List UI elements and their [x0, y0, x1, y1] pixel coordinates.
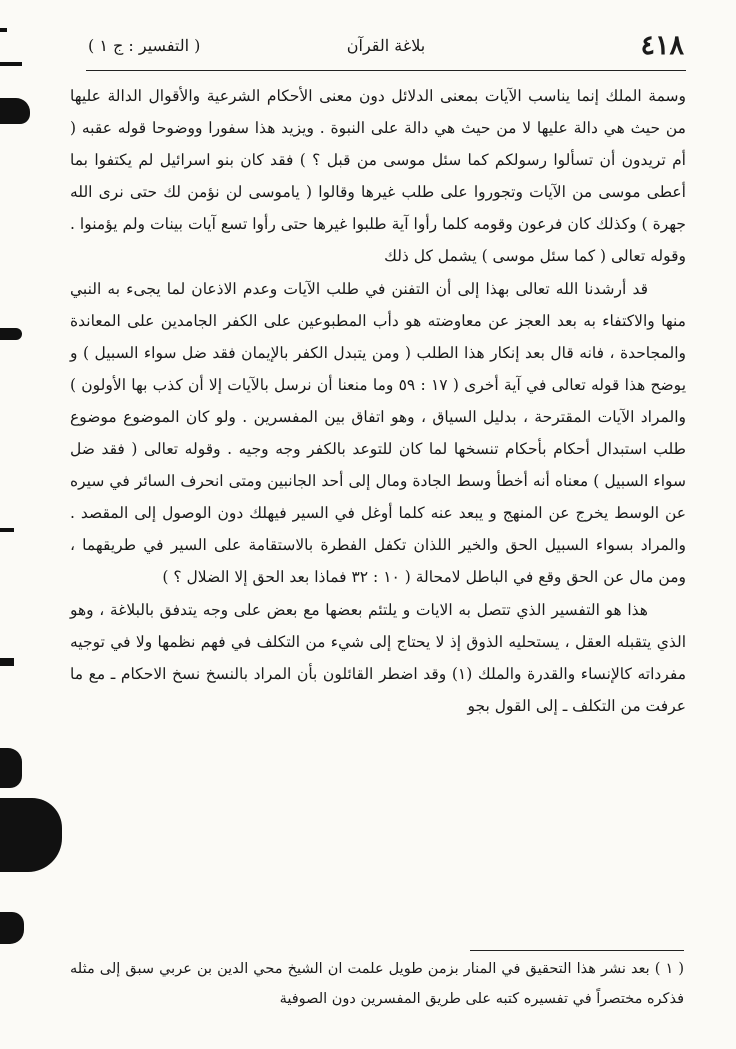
- scan-artifact: [0, 328, 22, 340]
- paragraph: وسمة الملك إنما يناسب الآيات بمعنى الدلائل دون معنى الأحكام الشرعية والأقوال الدالة عليها من حيث هي دالة عليها لا من حيث هي دالة على النبوة . ويزيد هذا سفورا ووضوحا قوله عقبه ( أم تريدون أن تسألوا رسولكم كما سئل موسى من قبل ؟ ) فقد كان بنو اسرائيل لم يكتفوا بما أعطى موسى من الآيات وتجوروا على طلب غيرها وقالوا ( ياموسى لن نؤمن لك حتى نرى الله جهرة ) وكذلك كان فرعون وقومه كلما رأوا آية طلبوا غيرها حتى رأوا تسع آيات بينات ولم يؤمنوا . وقوله تعالى ( كما سئل موسى ) يشمل كل ذلك: [70, 87, 686, 266]
- page-number: ٤١٨: [640, 30, 684, 61]
- scan-artifact: [0, 28, 7, 32]
- running-header: [88, 30, 684, 70]
- scan-artifact: [0, 528, 14, 532]
- book-title: بلاغة القرآن: [346, 36, 426, 55]
- scan-artifact: [0, 98, 30, 124]
- scan-artifact: [0, 658, 14, 666]
- header-rule: [86, 70, 686, 71]
- scan-artifact: [0, 912, 24, 944]
- section-label: ( التفسير : ج ١ ): [88, 36, 201, 55]
- scan-artifact: [0, 748, 22, 788]
- scan-artifact: [0, 62, 22, 66]
- paragraph: قد أرشدنا الله تعالى بهذا إلى أن التفنن في طلب الآيات وعدم الاذعان لما يجىء به النبي منها والاكتفاء به بعد العجز عن معاوضته هو دأب المطبوعين على الكفر الجامدين على المعاندة والمجاحدة ، فانه قال بعد إنكار هذا الطلب ( ومن يتبدل الكفر بالإيمان فقد ضل سواء السبيل ) و يوضح هذا قوله تعالى في آية أخرى ( ١٧ : ٥٩ وما منعنا أن نرسل بالآيات إلا أن كذب بها الأولون ) والمراد الآيات المقترحة ، بدليل السياق ، وهو اتفاق بين المفسرين . ولو كان الموضوع موضوع طلب استبدال أحكام بأحكام تنسخها لما كان للتوعد بالكفر وجه وجيه . وقوله تعالى ( فقد ضل سواء السبيل ) معناه أنه أخطأ وسط الجادة ومال إلى أحد الجانبين ومتى انحرف السائر في سيره عن الوسط يخرج عن المنهج و يبعد عنه كلما أوغل في السير فيهلك دون الوصول إلى المقصد . والمراد بسواء السبيل الحق والخير اللذان تكفل الفطرة بالاستقامة على السير في طريقهما ، ومن مال عن الحق وقع في الباطل لامحالة ( ١٠ : ٣٢ فماذا بعد الحق إلا الضلال ؟ ): [70, 279, 687, 587]
- footnote-rule: [470, 950, 684, 951]
- scan-artifact: [0, 798, 62, 872]
- footnote: ( ١ ) بعد نشر هذا التحقيق في المنار بزمن طويل علمت ان الشيخ محي الدين بن عربي سبق إلى مثله فذكره مختصراً في تفسيره كتبه على طريق المفسرين دون الصوفية: [70, 961, 684, 1007]
- paragraph: هذا هو التفسير الذي تتصل به الايات و يلتئم بعضها مع بعض على وجه يتدفق بالبلاغة ، وهو الذي يتقبله العقل ، يستحليه الذوق إذ لا يحتاج إلى شيء من التكلف في فهم نظمها ولا في توجيه مفرداته كالإنساء والقدرة والملك (١) وقد اضطر القائلون بأن المراد بالنسخ نسخ الاحكام ـ مع ما عرفت من التكلف ـ إلى القول بجو: [70, 600, 686, 715]
- body-text: [70, 80, 686, 722]
